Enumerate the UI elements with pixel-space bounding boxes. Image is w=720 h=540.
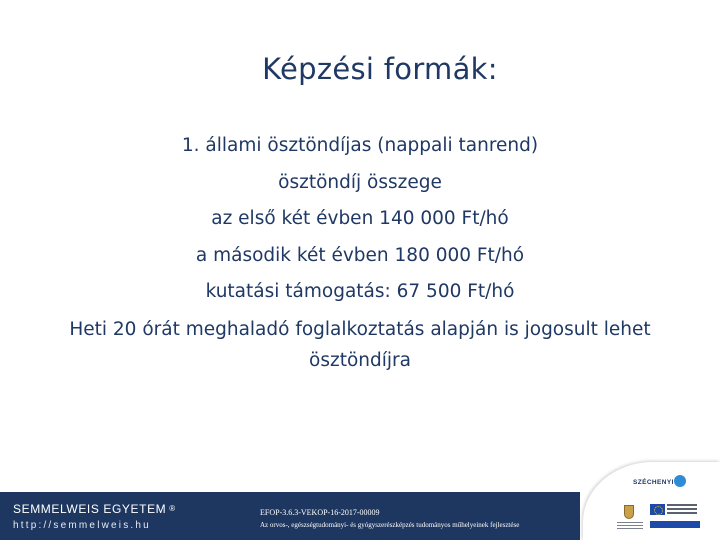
government-logo-text [617,522,643,531]
hungarian-government-crest-icon [624,505,634,519]
university-name: SEMMELWEIS EGYETEM [13,502,167,516]
eu-flag-icon [650,504,665,515]
szechenyi-program-label: SZÉCHENYI [633,479,674,486]
investment-banner [650,521,700,528]
body-line-second-years: a második két évben 180 000 Ft/hó [195,244,525,266]
registered-mark: ® [169,504,176,513]
funding-badge [583,462,720,540]
body-line-scholarship-amount: ösztöndíj összege [278,171,442,193]
body-line-research-support: kutatási támogatás: 67 500 Ft/hó [205,281,515,302]
university-url: http://semmelweis.hu [13,520,151,531]
project-code: EFOP-3.6.3-VEKOP-16-2017-00009 [260,508,380,517]
body-line-first-years: az első két évben 140 000 Ft/hó [211,208,509,229]
szechenyi-plus-icon [674,475,686,487]
project-description: Az orvos-, egészségtudományi- és gyógyszerészképzés tudományos műhelyeinek fejlesztése [260,521,520,529]
body-line-heading: 1. állami ösztöndíjas (nappali tanrend) [181,135,539,156]
slide-title: Képzési formák: [262,52,498,86]
footer-bar [0,492,580,540]
body-line-employment-note: Heti 20 órát meghaladó foglalkoztatás alapján is jogosult lehet ösztöndíjra [69,318,651,371]
eu-logo-text [667,504,697,516]
slide-body [30,128,690,376]
university-logo-text [13,502,176,516]
